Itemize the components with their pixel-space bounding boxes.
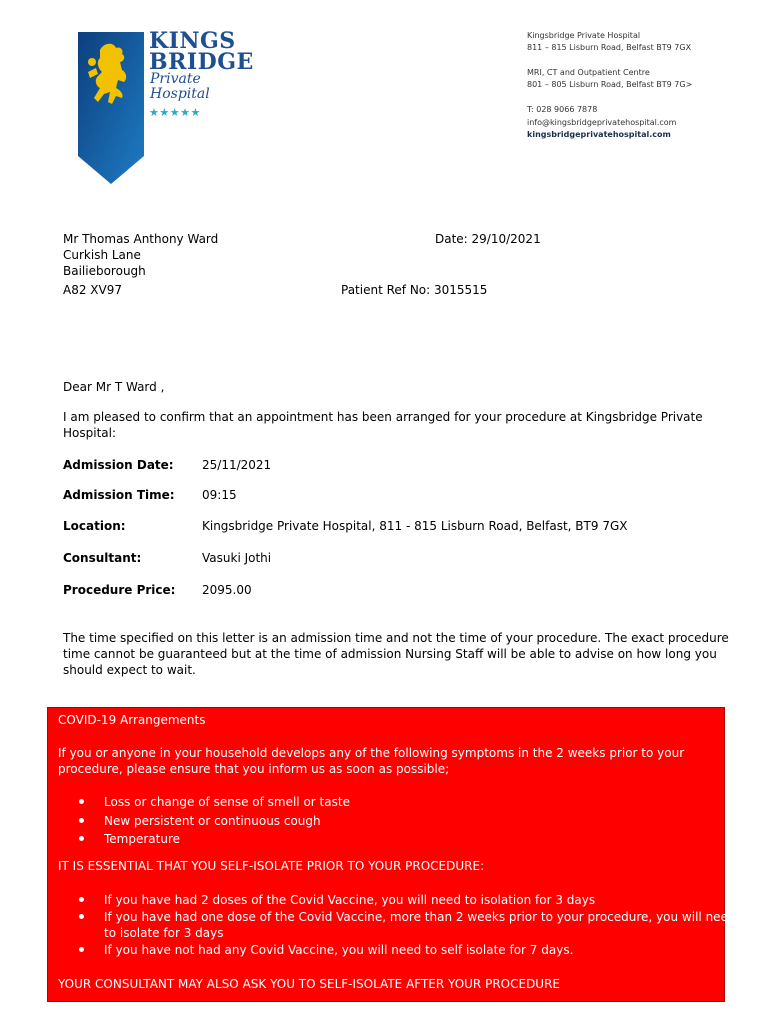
symptom-item: Temperature xyxy=(104,832,181,846)
contact-address-centre: 801 – 805 Lisburn Road, Belfast BT9 7G> xyxy=(527,80,693,89)
notice-line-2: time cannot be guaranteed but at the time of admission Nursing Staff will be able to advise on how long you xyxy=(63,647,717,661)
covid-essential-heading: IT IS ESSENTIAL THAT YOU SELF-ISOLATE PRIOR TO YOUR PROCEDURE: xyxy=(58,859,485,873)
location-label: Location: xyxy=(63,519,126,533)
recipient-street: Curkish Lane xyxy=(63,248,141,262)
isolation-rule-item: If you have had one dose of the Covid Vaccine, more than 2 weeks prior to your procedure, you will need xyxy=(104,910,736,924)
bullet-icon xyxy=(79,799,84,804)
covid-footer-warning: YOUR CONSULTANT MAY ALSO ASK YOU TO SELF-ISOLATE AFTER YOUR PROCEDURE xyxy=(58,977,561,991)
symptom-item: New persistent or continuous cough xyxy=(104,814,321,828)
rating-stars-icon: ★★★★★ xyxy=(149,106,201,119)
covid-title: COVID-19 Arrangements xyxy=(58,713,206,727)
recipient-name: Mr Thomas Anthony Ward xyxy=(63,232,219,246)
bullet-icon xyxy=(79,897,84,902)
covid-intro-line-1: If you or anyone in your household develops any of the following symptoms in the 2 weeks prior to your xyxy=(58,746,685,760)
contact-email[interactable]: info@kingsbridgeprivatehospital.com xyxy=(527,118,677,127)
contact-address-main: 811 – 815 Lisburn Road, Belfast BT9 7GX xyxy=(527,43,692,52)
intro-line-2: Hospital: xyxy=(63,426,117,440)
notice-line-3: should expect to wait. xyxy=(63,663,196,677)
hospital-logo-banner xyxy=(78,32,144,184)
contact-centre-name: MRI, CT and Outpatient Centre xyxy=(527,68,650,77)
recipient-town: Bailieborough xyxy=(63,264,146,278)
consultant-value: Vasuki Jothi xyxy=(202,551,272,565)
recipient-postcode: A82 XV97 xyxy=(63,283,122,297)
contact-hospital-name: Kingsbridge Private Hospital xyxy=(527,31,641,40)
contact-phone: T: 028 9066 7878 xyxy=(527,105,598,114)
intro-line-1: I am pleased to confirm that an appointment has been arranged for your procedure at Kingsbridge Private xyxy=(63,410,703,424)
letter-date: Date: 29/10/2021 xyxy=(435,232,541,246)
admission-time-value: 09:15 xyxy=(202,488,237,502)
logo-kings-text: KINGS xyxy=(149,28,236,54)
symptom-item: Loss or change of sense of smell or taste xyxy=(104,795,350,809)
isolation-rule-item: If you have had 2 doses of the Covid Vaccine, you will need to isolation for 3 days xyxy=(104,893,596,907)
contact-website[interactable]: kingsbridgeprivatehospital.com xyxy=(527,130,671,139)
isolation-rule-item: If you have not had any Covid Vaccine, you will need to self isolate for 7 days. xyxy=(104,943,574,957)
admission-date-value: 25/11/2021 xyxy=(202,458,272,472)
notice-line-1: The time specified on this letter is an admission time and not the time of your procedure. The exact procedure xyxy=(63,631,729,645)
bullet-icon xyxy=(79,818,84,823)
bullet-icon xyxy=(79,947,84,952)
consultant-label: Consultant: xyxy=(63,551,142,565)
admission-date-label: Admission Date: xyxy=(63,458,174,472)
isolation-rule-continuation: to isolate for 3 days xyxy=(104,926,224,940)
location-value: Kingsbridge Private Hospital, 811 - 815 Lisburn Road, Belfast, BT9 7GX xyxy=(202,519,628,533)
logo-bridge-text: BRIDGE xyxy=(149,49,254,75)
logo-private-text: Private xyxy=(150,71,201,87)
procedure-price-value: 2095.00 xyxy=(202,583,252,597)
admission-time-label: Admission Time: xyxy=(63,488,175,502)
covid-intro-line-2: procedure, please ensure that you inform us as soon as possible; xyxy=(58,762,450,776)
bullet-icon xyxy=(79,914,84,919)
patient-ref: Patient Ref No: 3015515 xyxy=(341,283,488,297)
logo-hospital-text: Hospital xyxy=(150,86,210,102)
bullet-icon xyxy=(79,836,84,841)
salutation: Dear Mr T Ward , xyxy=(63,380,165,394)
procedure-price-label: Procedure Price: xyxy=(63,583,176,597)
